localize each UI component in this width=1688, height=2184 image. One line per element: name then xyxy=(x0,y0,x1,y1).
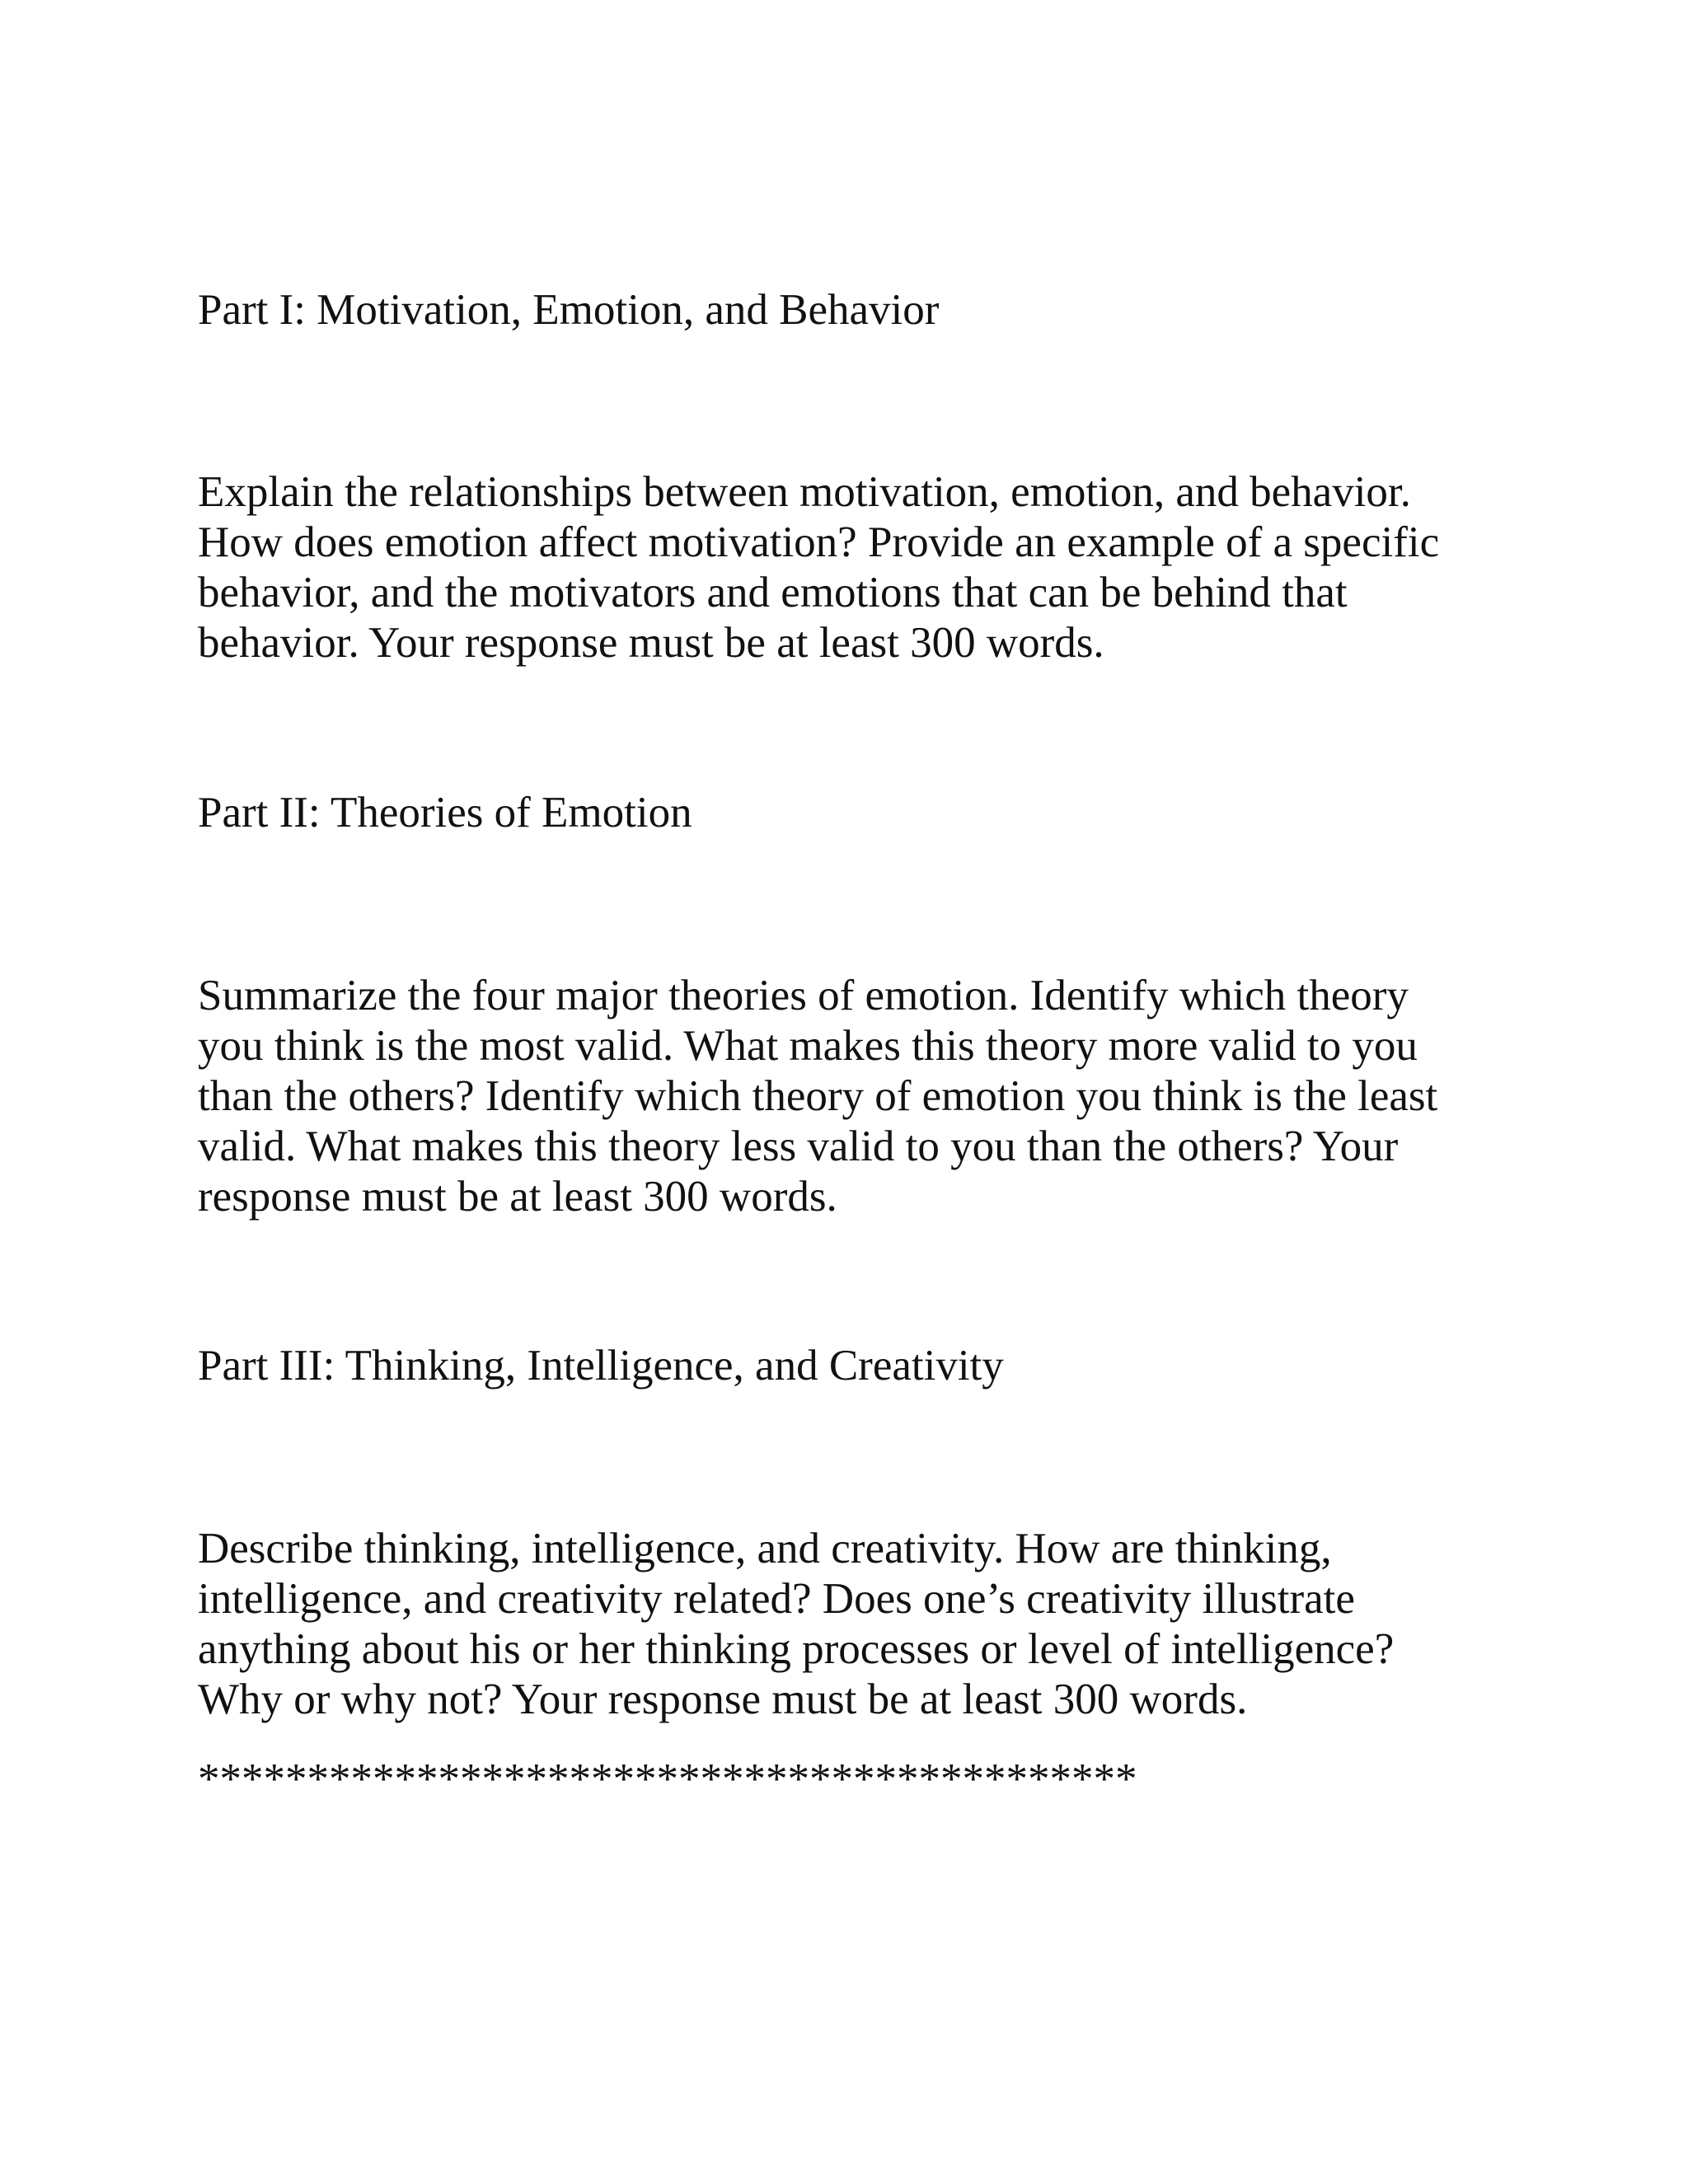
section-heading-part-3: Part III: Thinking, Intelligence, and Creativity xyxy=(198,1342,1004,1390)
prompt-line: Summarize the four major theories of emotion. Identify which theory xyxy=(198,972,1409,1019)
prompt-line: intelligence, and creativity related? Does one’s creativity illustrate xyxy=(198,1575,1355,1623)
section-prompt-part-3 xyxy=(198,1524,1500,1725)
prompt-line: anything about his or her thinking processes or level of intelligence? xyxy=(198,1625,1395,1673)
prompt-line: behavior. Your response must be at least 300 words. xyxy=(198,619,1104,667)
prompt-line: you think is the most valid. What makes this theory more valid to you xyxy=(198,1022,1418,1070)
prompt-line: response must be at least 300 words. xyxy=(198,1173,837,1221)
asterisk-divider: ******************************************* xyxy=(198,1755,1137,1803)
prompt-line: Describe thinking, intelligence, and creativity. How are thinking, xyxy=(198,1525,1332,1572)
prompt-line: behavior, and the motivators and emotions that can be behind that xyxy=(198,569,1348,616)
section-prompt-part-1 xyxy=(198,467,1500,668)
prompt-line: Explain the relationships between motivation, emotion, and behavior. xyxy=(198,468,1411,516)
section-heading-part-2: Part II: Theories of Emotion xyxy=(198,789,692,837)
section-heading-part-1: Part I: Motivation, Emotion, and Behavior xyxy=(198,286,940,334)
prompt-line: valid. What makes this theory less valid to you than the others? Your xyxy=(198,1122,1399,1170)
prompt-line: Why or why not? Your response must be at least 300 words. xyxy=(198,1675,1248,1723)
section-prompt-part-2 xyxy=(198,971,1500,1222)
prompt-line: than the others? Identify which theory of emotion you think is the least xyxy=(198,1072,1438,1120)
prompt-line: How does emotion affect motivation? Provide an example of a specific xyxy=(198,518,1440,566)
